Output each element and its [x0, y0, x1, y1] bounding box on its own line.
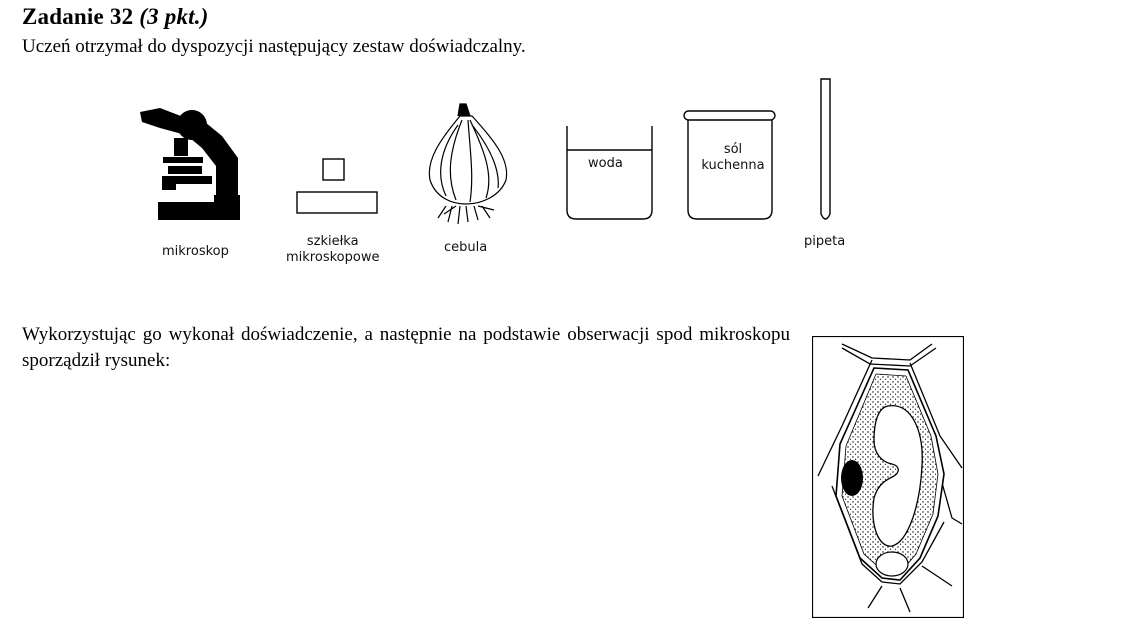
microscope-slides-icon — [297, 159, 377, 213]
label-microscope: mikroskop — [162, 244, 229, 259]
task-points: (3 pkt.) — [139, 4, 209, 29]
microscope-icon — [140, 108, 240, 220]
onion-icon — [429, 104, 506, 224]
task-heading — [22, 4, 209, 30]
equipment-illustration — [0, 70, 1145, 280]
label-onion: cebula — [444, 240, 488, 255]
onion-cell-drawing — [812, 336, 964, 618]
water-beaker-icon — [567, 126, 652, 219]
label-pipette: pipeta — [804, 234, 846, 249]
task-title: Zadanie 32 — [22, 4, 134, 29]
label-water: woda — [588, 156, 623, 171]
task-paragraph: Wykorzystując go wykonał doświadczenie, a następnie na podstawie obserwacji spod mikroskopu sporządził rysunek: — [22, 324, 790, 371]
pipette-icon — [821, 79, 830, 219]
label-slides: szkiełka mikroskopowe — [286, 234, 380, 265]
task-intro: Uczeń otrzymał do dyspozycji następujący zestaw doświadczalny. — [22, 36, 526, 57]
label-salt: sól kuchenna — [701, 142, 765, 173]
